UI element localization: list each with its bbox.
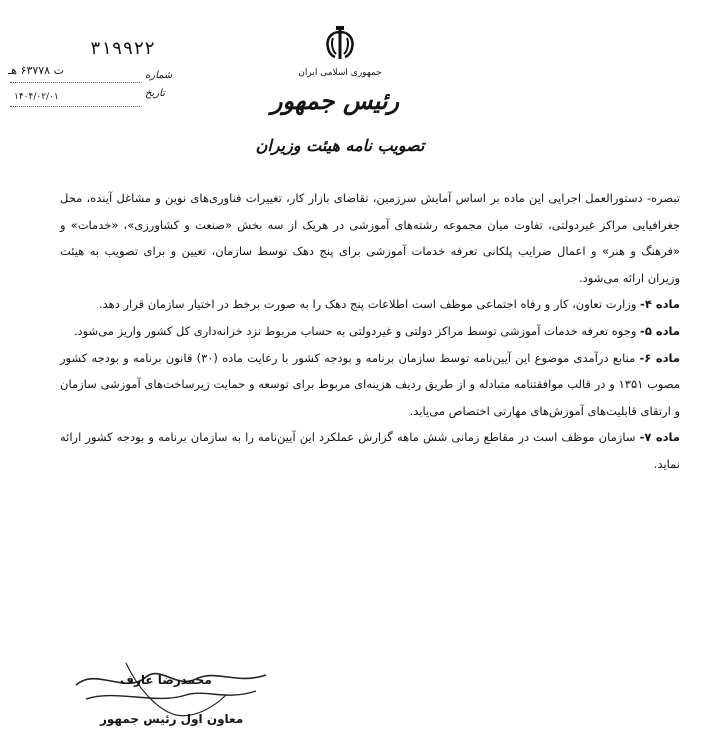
number-underline (10, 82, 140, 83)
signer-title: معاون اول رئیس جمهور (100, 712, 244, 726)
approval-title: تصویب نامه هیئت وزیران (255, 136, 425, 155)
article-4-label: ماده ۴- (640, 297, 680, 312)
article-5 (60, 318, 680, 345)
signer-name: محمدرضا عارف (120, 673, 212, 687)
handwritten-signature (66, 655, 276, 745)
decree-body (60, 185, 680, 478)
number-label: شماره (145, 70, 173, 81)
article-7-label: ماده ۷- (639, 430, 680, 445)
reference-date: ۱۴۰۴/۰۲/۰۱ (14, 92, 59, 102)
reference-code: ت ۶۳۷۷۸ هـ (8, 64, 64, 77)
iran-emblem-icon (320, 26, 360, 62)
article-6-text: منابع درآمدی موضوع این آیین‌نامه توسط سازمان برنامه و بودجه کشور با رعایت ماده (۳۰) قانون برنامه و بودجه کشور مصوب ۱۳۵۱ و در قالب موافقتنامه متبادله و از طریق ردیف هزینه‌ای مربوط برای توسعه و حمایت زیرساخت‌های آموزشی سازمان و ارتقای قابلیت‌های آموزش‌های مهارتی اختصاص می‌یابد. (60, 350, 680, 418)
article-6 (60, 345, 680, 425)
article-7-text: سازمان موظف است در مقاطع زمانی شش ماهه گزارش عملکرد این آیین‌نامه را به سازمان برنامه و بودجه کشور ارائه نماید. (60, 430, 680, 471)
president-title: رئیس جمهور (270, 86, 400, 115)
article-4-text: وزارت تعاون، کار و رفاه اجتماعی موظف است اطلاعات پنج دهک را به صورت برخط در اختیار سازمان قرار دهد. (98, 297, 641, 312)
republic-label: جمهوری اسلامی ایران (298, 68, 382, 78)
article-7 (60, 424, 680, 477)
article-5-label: ماده ۵- (640, 323, 680, 338)
article-5-text: وجوه تعرفه خدمات آموزشی توسط مراکز دولتی و غیردولتی به حساب مربوط نزد خزانه‌داری کل کشور واریز می‌شود. (73, 323, 641, 338)
article-6-label: ماده ۶- (639, 350, 680, 365)
date-label: تاریخ (145, 88, 165, 99)
article-4 (60, 291, 680, 318)
reference-number: ۳۱۹۹۲۲ (90, 38, 156, 59)
date-underline (10, 106, 140, 107)
note-paragraph: تبصره- دستورالعمل اجرایی این ماده بر اساس آمایش سرزمین، تقاضای بازار کار، تغییرات فناوری‌های نوین و مشاغل آینده، محل جغرافیایی مراکز غیردولتی، تفاوت میان مجموعه رشته‌های آموزشی در هریک از سه بخش «صنعت و کشاورزی»، «خدمات» و «فرهنگ و هنر» و اعمال ضرایب پلکانی تعرفه خدمات آموزشی برای پنج دهک توسط سازمان، تعیین و برای تصویب به هیئت وزیران ارائه می‌شود. (60, 191, 680, 285)
